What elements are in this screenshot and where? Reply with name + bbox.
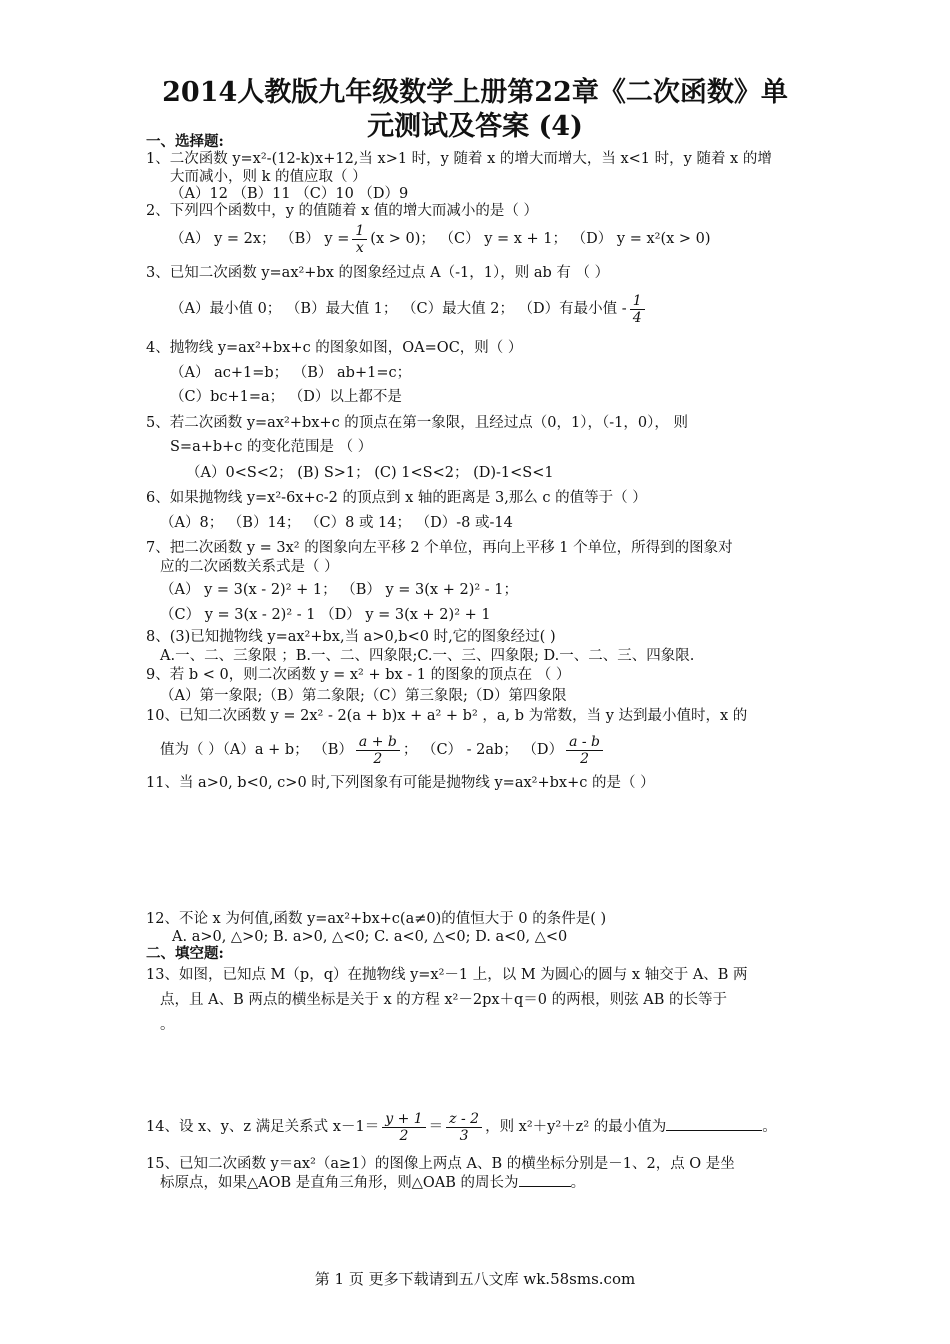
q10-option-c: ； （C） - 2ab；	[402, 742, 518, 758]
q15-end: 。	[570, 1175, 586, 1191]
q14-end: 。	[762, 1119, 777, 1135]
q14-frac2-num: z - 2	[446, 1111, 482, 1128]
q6-line-1: 6、如果抛物线 y=x²-6x+c-2 的顶点到 x 轴的距离是 3,那么 c 的值等于（ ）	[146, 490, 647, 506]
q10-option-a: 值为（ ）（A）a + b；	[160, 742, 309, 758]
q10-option-d-den: 2	[580, 750, 590, 767]
q12-options: A. a>0, △>0; B. a>0, △<0; C. a<0, △<0; D. a<0, △<0	[172, 929, 568, 945]
q10-option-b-prefix: （B）	[313, 742, 353, 758]
document-title-line-2: 元测试及答案 (4)	[367, 111, 583, 142]
q14-line	[146, 1107, 777, 1147]
q13-line-2: 点，且 A、B 两点的横坐标是关于 x 的方程 x²－2px＋q＝0 的两根，则弦 AB 的长等于	[160, 992, 727, 1008]
q2-option-b-fraction	[352, 223, 367, 256]
q14-fraction-2	[446, 1111, 482, 1144]
q10-line-1: 10、已知二次函数 y = 2x² - 2(a + b)x + a² + b² ，a, b 为常数，当 y 达到最小值时，x 的	[146, 708, 748, 724]
q2-option-b-suffix: (x > 0)；	[370, 231, 435, 247]
q3-options-row	[170, 290, 648, 328]
q1-options: （A）12 （B）11 （C）10 （D）9	[170, 186, 409, 202]
q9-options: （A）第一象限;（B）第二象限;（C）第三象限;（D）第四象限	[160, 688, 567, 704]
q14-prefix: 14、设 x、y、z 满足关系式 x－1＝	[146, 1119, 380, 1135]
q15-answer-blank[interactable]	[519, 1172, 571, 1187]
q4-options-2: （C）bc+1=a； （D）以上都不是	[170, 389, 402, 405]
q3-fraction	[630, 293, 645, 326]
q3-frac-den: 4	[632, 309, 642, 326]
q10-option-d-prefix: （D）	[522, 742, 564, 758]
q15-line-2	[160, 1172, 585, 1193]
q15-line-1: 15、已知二次函数 y＝ax²（a≥1）的图像上两点 A、B 的横坐标分别是－1、2，点 O 是坐	[146, 1156, 735, 1172]
q5-line-2: S=a+b+c 的变化范围是 （ ）	[170, 439, 373, 455]
q6-options: （A）8； （B）14； （C）8 或 14； （D）-8 或-14	[160, 515, 513, 531]
q10-option-b-fraction	[356, 734, 400, 767]
section-heading-choice: 一、选择题:	[146, 133, 224, 150]
q2-option-a: （A） y = 2x；	[170, 231, 276, 247]
q3-line-1: 3、已知二次函数 y=ax²+bx 的图象经过点 A（-1，1），则 ab 有 （ ）	[146, 265, 610, 281]
q14-suffix: ，则 x²＋y²＋z² 的最小值为	[485, 1119, 667, 1135]
q2-option-d: （D） y = x²(x > 0)	[571, 231, 711, 247]
q14-frac1-den: 2	[399, 1127, 409, 1144]
q10-option-d-fraction	[566, 734, 603, 767]
q14-equals: ＝	[428, 1119, 444, 1135]
q11-line-1: 11、当 a>0, b<0, c>0 时,下列图象有可能是抛物线 y=ax²+bx+c 的是（ ）	[146, 775, 655, 791]
q12-line-1: 12、不论 x 为何值,函数 y=ax²+bx+c(a≠0)的值恒大于 0 的条件是( )	[146, 911, 607, 927]
q14-frac1-num: y + 1	[382, 1111, 425, 1128]
q7-options-1: （A） y = 3(x - 2)² + 1； （B） y = 3(x + 2)² - 1；	[160, 582, 519, 598]
q7-line-1: 7、把二次函数 y = 3x² 的图象向左平移 2 个单位，再向上平移 1 个单位，所得到的图象对	[146, 540, 733, 556]
q2-option-b-den: x	[355, 239, 364, 256]
q8-options: A.一、二、三象限 ；B.一、二、四象限;C.一、三、四象限; D.一、二、三、四象限.	[160, 648, 695, 664]
q2-line-1: 2、下列四个函数中，y 的值随着 x 值的增大而减小的是（ ）	[146, 203, 539, 219]
q2-option-b-num: 1	[352, 223, 367, 240]
q2-options	[170, 222, 711, 256]
q1-line-2: 大而减小，则 k 的值应取（ ）	[170, 169, 367, 185]
q2-option-c: （C） y = x + 1；	[439, 231, 568, 247]
q14-frac2-den: 3	[459, 1127, 469, 1144]
document-title-line-1: 2014人教版九年级数学上册第22章《二次函数》单	[162, 77, 788, 108]
q14-answer-blank[interactable]	[666, 1116, 762, 1131]
q13-line-3: 。	[160, 1017, 175, 1033]
q7-line-2: 应的二次函数关系式是（ ）	[160, 559, 339, 575]
q4-options-1: （A） ac+1=b； （B） ab+1=c；	[170, 365, 412, 381]
q10-option-b-den: 2	[373, 750, 383, 767]
q15-line-2-text: 标原点，如果△AOB 是直角三角形，则△OAB 的周长为	[160, 1175, 519, 1191]
q2-option-b-prefix: （B） y =	[280, 231, 350, 247]
q7-options-2: （C） y = 3(x - 2)² - 1 （D） y = 3(x + 2)² + 1	[160, 607, 491, 623]
q10-line-2	[160, 730, 606, 770]
q4-line-1: 4、抛物线 y=ax²+bx+c 的图象如图，OA=OC，则（ ）	[146, 340, 523, 356]
q5-line-1: 5、若二次函数 y=ax²+bx+c 的顶点在第一象限，且经过点（0，1），（-1，0）， 则	[146, 415, 688, 431]
q10-option-b-num: a + b	[356, 734, 400, 751]
q13-line-1: 13、如图，已知点 M（p，q）在抛物线 y=x²－1 上，以 M 为圆心的圆与 x 轴交于 A、B 两	[146, 967, 748, 983]
q9-line-1: 9、若 b < 0，则二次函数 y = x² + bx - 1 的图象的顶点在 （ ）	[146, 667, 571, 683]
q10-option-d-num: a - b	[566, 734, 603, 751]
section-heading-fill: 二、填空题:	[146, 945, 224, 962]
page-footer: 第 1 页 更多下载请到五八文库 wk.58sms.com	[314, 1270, 636, 1288]
q5-options: （A）0<S<2； (B) S>1； (C) 1<S<2； (D)-1<S<1	[186, 465, 554, 481]
q3-frac-num: 1	[630, 293, 645, 310]
q3-options: （A）最小值 0； （B）最大值 1； （C）最大值 2； （D）有最小值 -	[170, 301, 627, 317]
q14-fraction-1	[382, 1111, 425, 1144]
q8-line-1: 8、(3)已知抛物线 y=ax²+bx,当 a>0,b<0 时,它的图象经过( )	[146, 629, 556, 645]
q1-line-1: 1、二次函数 y=x²-(12-k)x+12,当 x>1 时，y 随着 x 的增大而增大，当 x<1 时，y 随着 x 的增	[146, 151, 772, 167]
